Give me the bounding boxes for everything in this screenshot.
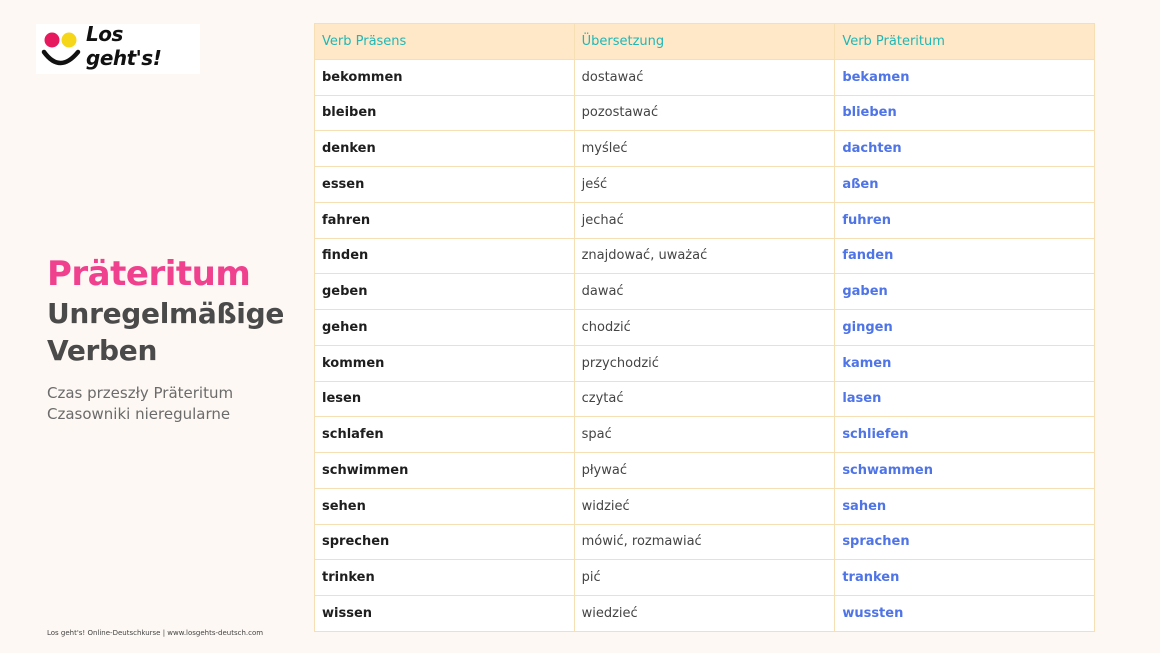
page-subtitle: [47, 295, 297, 369]
verb-present-cell: gehen: [315, 310, 575, 346]
verb-preterite-cell: wussten: [835, 596, 1095, 632]
verb-present-cell: wissen: [315, 596, 575, 632]
table-row: [315, 274, 1095, 310]
translation-cell: znajdować, uważać: [574, 238, 835, 274]
table-row: [315, 453, 1095, 489]
table-row: [315, 167, 1095, 203]
verb-present-cell: finden: [315, 238, 575, 274]
verb-present-cell: kommen: [315, 345, 575, 381]
verb-preterite-cell: gaben: [835, 274, 1095, 310]
translation-cell: myśleć: [574, 131, 835, 167]
table-row: [315, 202, 1095, 238]
translation-cell: pozostawać: [574, 95, 835, 131]
translation-cell: widzieć: [574, 488, 835, 524]
verb-preterite-cell: bekamen: [835, 59, 1095, 95]
translation-cell: jechać: [574, 202, 835, 238]
verb-preterite-cell: blieben: [835, 95, 1095, 131]
description: [47, 383, 233, 425]
verb-preterite-cell: sahen: [835, 488, 1095, 524]
verb-preterite-cell: sprachen: [835, 524, 1095, 560]
table-row: [315, 345, 1095, 381]
column-header-translation: Übersetzung: [574, 24, 835, 60]
subtitle-line-1: Unregelmäßige: [47, 297, 285, 330]
table-row: [315, 131, 1095, 167]
verb-present-cell: trinken: [315, 560, 575, 596]
verb-preterite-cell: fanden: [835, 238, 1095, 274]
table-row: [315, 238, 1095, 274]
table-row: [315, 417, 1095, 453]
verb-preterite-cell: schwammen: [835, 453, 1095, 489]
translation-cell: spać: [574, 417, 835, 453]
column-header-preterite: Verb Präteritum: [835, 24, 1095, 60]
verb-present-cell: bekommen: [315, 59, 575, 95]
verb-preterite-cell: fuhren: [835, 202, 1095, 238]
translation-cell: pływać: [574, 453, 835, 489]
translation-cell: mówić, rozmawiać: [574, 524, 835, 560]
description-line-1: Czas przeszły Präteritum: [47, 384, 234, 402]
verb-present-cell: bleiben: [315, 95, 575, 131]
translation-cell: wiedzieć: [574, 596, 835, 632]
brand-logo: [36, 24, 200, 74]
table-row: [315, 310, 1095, 346]
translation-cell: pić: [574, 560, 835, 596]
subtitle-line-2: Verben: [47, 334, 158, 367]
verb-preterite-cell: kamen: [835, 345, 1095, 381]
column-header-present: Verb Präsens: [315, 24, 575, 60]
verb-preterite-cell: tranken: [835, 560, 1095, 596]
verb-present-cell: schlafen: [315, 417, 575, 453]
footer-text: Los geht's! Online-Deutschkurse | www.losgehts-deutsch.com: [47, 629, 264, 637]
verb-table: [314, 23, 1095, 632]
translation-cell: czytać: [574, 381, 835, 417]
verb-preterite-cell: dachten: [835, 131, 1095, 167]
verb-present-cell: essen: [315, 167, 575, 203]
translation-cell: jeść: [574, 167, 835, 203]
page-title: Präteritum: [47, 254, 251, 294]
description-line-2: Czasowniki nieregularne: [47, 405, 231, 423]
verb-preterite-cell: lasen: [835, 381, 1095, 417]
table-row: [315, 488, 1095, 524]
verb-present-cell: geben: [315, 274, 575, 310]
logo-text: Los geht's!: [86, 22, 162, 70]
translation-cell: chodzić: [574, 310, 835, 346]
table-row: [315, 95, 1095, 131]
table-row: [315, 596, 1095, 632]
verb-present-cell: fahren: [315, 202, 575, 238]
translation-cell: dostawać: [574, 59, 835, 95]
verb-present-cell: sprechen: [315, 524, 575, 560]
smiley-logo-icon: [40, 26, 88, 72]
verb-present-cell: lesen: [315, 381, 575, 417]
table-row: [315, 381, 1095, 417]
verb-preterite-cell: aßen: [835, 167, 1095, 203]
verb-present-cell: denken: [315, 131, 575, 167]
table-header-row: [315, 24, 1095, 60]
verb-present-cell: sehen: [315, 488, 575, 524]
table-row: [315, 560, 1095, 596]
verb-preterite-cell: gingen: [835, 310, 1095, 346]
table-row: [315, 59, 1095, 95]
table-row: [315, 524, 1095, 560]
translation-cell: przychodzić: [574, 345, 835, 381]
verb-preterite-cell: schliefen: [835, 417, 1095, 453]
verb-present-cell: schwimmen: [315, 453, 575, 489]
translation-cell: dawać: [574, 274, 835, 310]
